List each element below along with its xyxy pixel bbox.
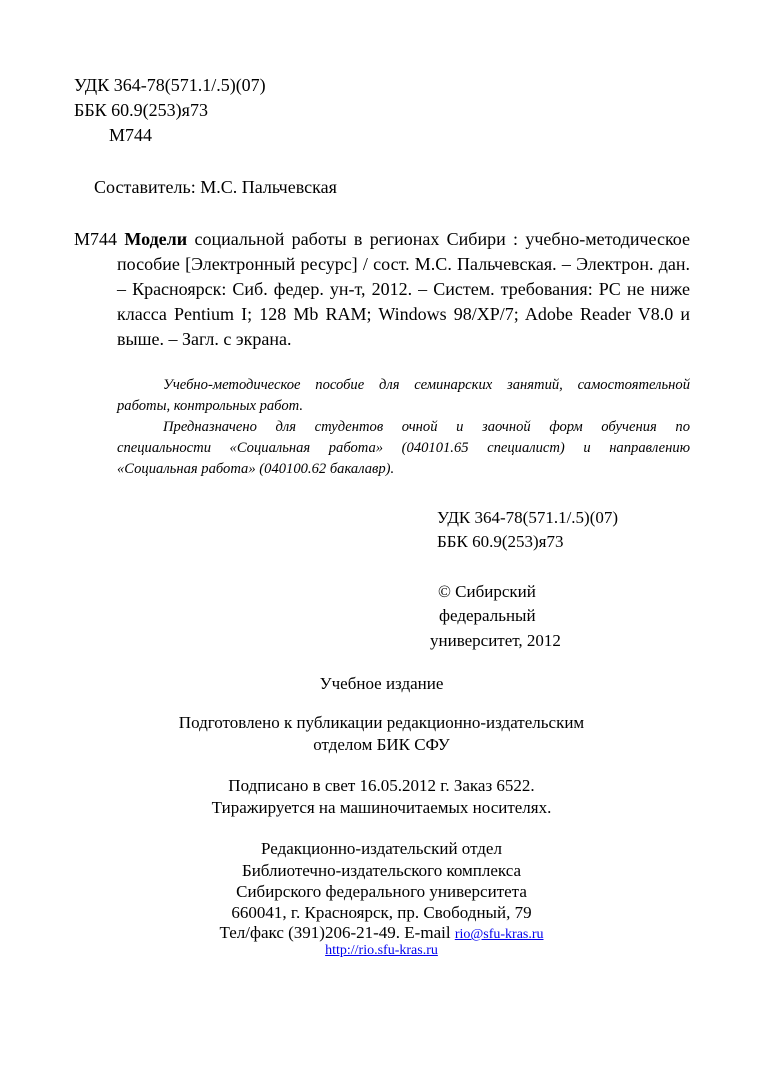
bib-entry-line-1-rest: социальной работы в регионах Сибири : учебно-методическое <box>194 229 690 249</box>
distribution-line: Тиражируется на машиночитаемых носителях. <box>211 798 552 817</box>
signed-line: Подписано в свет 16.05.2012 г. Заказ 6522. <box>228 776 535 795</box>
email-link[interactable]: rio@sfu-kras.ru <box>454 927 544 942</box>
right-udk-code: УДК 364-78(571.1/.5)(07) <box>437 508 619 527</box>
author-mark: М744 <box>109 125 153 145</box>
bib-entry-line-4: класса Pentium I; 128 Mb RAM; Windows 98/XP/7; Adobe Reader V8.0 и <box>117 304 690 324</box>
annotation-p1-line-1: Учебно-методическое пособие для семинарских занятий, самостоятельной <box>163 377 690 393</box>
annotation-p1-line-2: работы, контрольных работ. <box>117 398 303 414</box>
bib-entry-title: Модели <box>124 229 188 249</box>
bib-entry-code: М744 <box>74 229 118 249</box>
publisher-address: 660041, г. Красноярск, пр. Свободный, 79 <box>231 903 532 922</box>
bib-entry-line-1 <box>74 228 690 250</box>
bbk-code: ББК 60.9(253)я73 <box>74 100 208 120</box>
phone-email-prefix: Тел/факс (391)206-21-49. E-mail <box>219 923 451 942</box>
bib-entry-line-2: пособие [Электронный ресурс] / сост. М.С. Пальчевская. – Электрон. дан. <box>117 254 690 274</box>
right-bbk-code: ББК 60.9(253)я73 <box>437 532 564 551</box>
compiler-line: Составитель: М.С. Пальчевская <box>94 177 337 197</box>
edition-type: Учебное издание <box>319 674 444 693</box>
annotation-p2-line-2: специальности «Социальная работа» (040101.65 специалист) и направлению <box>117 440 690 456</box>
copyright-line-2: федеральный <box>439 606 536 625</box>
annotation-p2-line-3: «Социальная работа» (040100.62 бакалавр). <box>117 461 395 477</box>
bib-entry-first-line <box>74 228 690 250</box>
copyright-line-3: университет, 2012 <box>430 631 561 650</box>
website-line <box>0 942 763 960</box>
udk-code: УДК 364-78(571.1/.5)(07) <box>74 75 266 95</box>
copyright-line-1: © Сибирский <box>438 582 536 601</box>
publisher-line-3: Сибирского федерального университета <box>236 882 527 901</box>
prepared-line-2: отделом БИК СФУ <box>313 735 450 754</box>
bib-entry-line-5: выше. – Загл. с экрана. <box>117 329 292 349</box>
prepared-line-1: Подготовлено к публикации редакционно-издательским <box>178 713 585 732</box>
annotation-p2-line-1: Предназначено для студентов очной и заочной форм обучения по <box>163 419 690 435</box>
publisher-line-2: Библиотечно-издательского комплекса <box>241 861 522 880</box>
publisher-line-1: Редакционно-издательский отдел <box>261 839 502 858</box>
bib-entry-line-3: – Красноярск: Сиб. федер. ун-т, 2012. – Систем. требования: PC не ниже <box>117 279 690 299</box>
website-link[interactable]: http://rio.sfu-kras.ru <box>325 943 438 958</box>
